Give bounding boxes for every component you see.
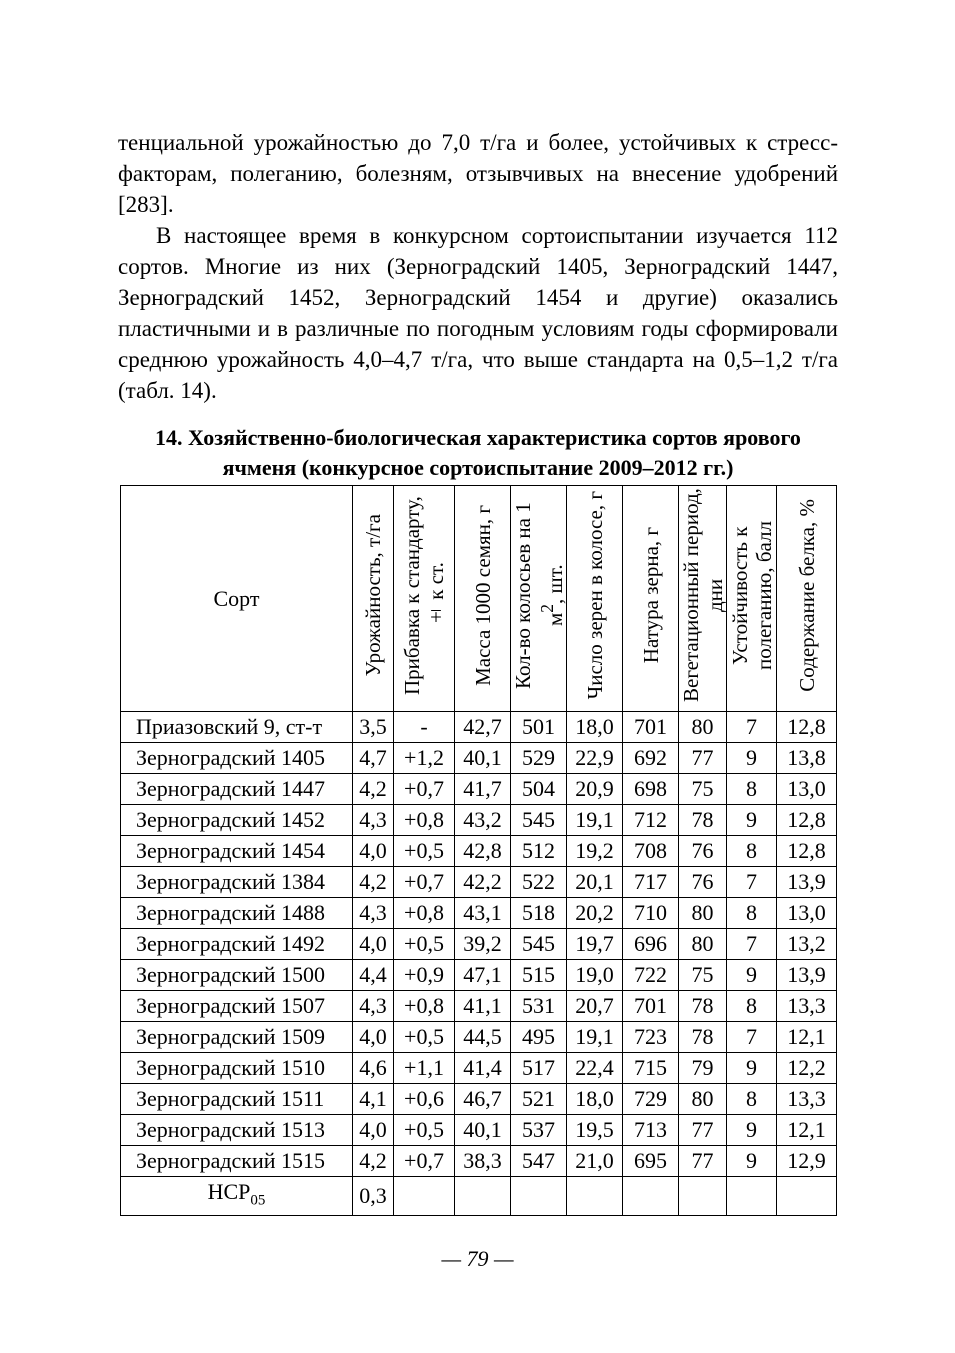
cell-grains: 18,0 [567,712,623,743]
cell-grains: 22,4 [567,1053,623,1084]
header-sort-label: Сорт [213,585,260,611]
header-veg-label: Вегетационный период, дни [679,488,727,703]
header-yield [353,486,394,712]
cell-mass: 44,5 [455,1022,511,1053]
cell-lodging: 8 [727,991,777,1022]
cell-ears: 529 [511,743,567,774]
ncr-empty [623,1177,679,1216]
cell-mass: 42,8 [455,836,511,867]
header-lodging [727,486,777,712]
cell-mass: 41,1 [455,991,511,1022]
cell-nature: 715 [623,1053,679,1084]
cell-ears: 531 [511,991,567,1022]
cell-yield: 4,0 [353,836,394,867]
cell-gain: +0,9 [394,960,455,991]
cell-grains: 19,7 [567,929,623,960]
cell-sort: Зерноградский 1510 [121,1053,353,1084]
cell-ears: 547 [511,1146,567,1177]
ncr-row [121,1177,837,1216]
cell-sort: Зерноградский 1500 [121,960,353,991]
table-row [121,1053,837,1084]
cell-gain: +0,8 [394,991,455,1022]
table-row [121,1084,837,1115]
cell-yield: 4,0 [353,1115,394,1146]
cell-veg: 80 [679,929,727,960]
cell-lodging: 9 [727,1053,777,1084]
cell-yield: 4,6 [353,1053,394,1084]
cell-sort: Зерноградский 1509 [121,1022,353,1053]
cell-lodging: 8 [727,774,777,805]
cell-grains: 19,1 [567,805,623,836]
header-veg [679,486,727,712]
cell-sort: Зерноградский 1454 [121,836,353,867]
cell-lodging: 9 [727,805,777,836]
cell-protein: 13,2 [777,929,837,960]
cell-gain: +0,6 [394,1084,455,1115]
ncr-empty [727,1177,777,1216]
cell-grains: 19,1 [567,1022,623,1053]
cell-yield: 4,2 [353,774,394,805]
cell-protein: 13,0 [777,898,837,929]
cell-protein: 12,8 [777,805,837,836]
cell-grains: 22,9 [567,743,623,774]
cell-protein: 12,8 [777,836,837,867]
body-paragraph-2-text: В настоящее время в конкурсном сортоиспытании изучается 112 сортов. Многие из них (Зерноградский 1405, Зерноградский 1447, Зерноградский 1452, Зерноградский 1454 и другие) оказались пластичными и в различные по погодным условиям годы сформировали среднюю урожайность 4,0–4,7 т/га, что выше стандарта на 0,5–1,2 т/га (табл. 14). [118,223,838,403]
cell-veg: 77 [679,1115,727,1146]
table-row [121,1022,837,1053]
cell-nature: 701 [623,712,679,743]
header-ears [511,486,567,712]
cell-veg: 78 [679,1022,727,1053]
cell-grains: 18,0 [567,1084,623,1115]
cell-mass: 46,7 [455,1084,511,1115]
table-row [121,1115,837,1146]
cell-mass: 38,3 [455,1146,511,1177]
cell-protein: 13,3 [777,991,837,1022]
cell-ears: 501 [511,712,567,743]
cell-mass: 41,4 [455,1053,511,1084]
ncr-empty [679,1177,727,1216]
cell-gain: +0,5 [394,1115,455,1146]
cell-yield: 4,3 [353,898,394,929]
header-yield-label: Урожайность, т/га [361,514,385,677]
cell-nature: 708 [623,836,679,867]
header-ears-sup: 2 [537,604,557,613]
cell-veg: 76 [679,836,727,867]
header-sort [121,486,353,712]
cell-veg: 75 [679,774,727,805]
ncr-value: 0,3 [353,1177,394,1216]
cell-protein: 13,9 [777,960,837,991]
cell-sort: Зерноградский 1511 [121,1084,353,1115]
header-nature-label: Натура зерна, г [638,527,663,664]
body-paragraph-1: тенциальной урожайностью до 7,0 т/га и более, устойчивых к стресс-факторам, полеганию, болезням, отзывчивых на внесение удобрений [283]. [118,130,838,217]
table-row [121,805,837,836]
ncr-label: НСР [207,1179,251,1204]
cell-mass: 42,7 [455,712,511,743]
ncr-empty [567,1177,623,1216]
header-mass-label: Масса 1000 семян, г [470,505,495,686]
cell-veg: 80 [679,712,727,743]
cell-lodging: 9 [727,960,777,991]
cell-ears: 518 [511,898,567,929]
cell-protein: 12,2 [777,1053,837,1084]
table-row [121,774,837,805]
cell-yield: 4,0 [353,1022,394,1053]
cell-veg: 80 [679,898,727,929]
variety-table [120,485,837,1216]
table-row [121,743,837,774]
cell-veg: 75 [679,960,727,991]
cell-sort: Зерноградский 1488 [121,898,353,929]
header-protein-label: Содержание белка, % [794,499,819,692]
cell-grains: 20,2 [567,898,623,929]
cell-lodging: 9 [727,1146,777,1177]
cell-veg: 78 [679,991,727,1022]
cell-grains: 20,7 [567,991,623,1022]
cell-lodging: 9 [727,1115,777,1146]
cell-veg: 79 [679,1053,727,1084]
cell-ears: 515 [511,960,567,991]
cell-gain: +0,8 [394,805,455,836]
cell-ears: 517 [511,1053,567,1084]
cell-gain: +0,5 [394,836,455,867]
cell-protein: 13,3 [777,1084,837,1115]
cell-nature: 695 [623,1146,679,1177]
table-row [121,836,837,867]
cell-protein: 12,9 [777,1146,837,1177]
table-row [121,898,837,929]
cell-nature: 713 [623,1115,679,1146]
cell-veg: 76 [679,867,727,898]
cell-nature: 722 [623,960,679,991]
cell-sort: Зерноградский 1513 [121,1115,353,1146]
cell-gain: +0,8 [394,898,455,929]
cell-lodging: 8 [727,898,777,929]
header-nature [623,486,679,712]
cell-mass: 40,1 [455,1115,511,1146]
cell-protein: 13,9 [777,867,837,898]
cell-gain: - [394,712,455,743]
table-footer [121,1177,837,1216]
cell-yield: 3,5 [353,712,394,743]
cell-nature: 717 [623,867,679,898]
cell-protein: 12,8 [777,712,837,743]
cell-mass: 40,1 [455,743,511,774]
cell-veg: 78 [679,805,727,836]
cell-veg: 80 [679,1084,727,1115]
cell-gain: +1,2 [394,743,455,774]
cell-gain: +1,1 [394,1053,455,1084]
cell-lodging: 7 [727,867,777,898]
cell-sort: Зерноградский 1507 [121,991,353,1022]
cell-sort: Зерноградский 1384 [121,867,353,898]
cell-nature: 692 [623,743,679,774]
header-row [121,486,837,712]
cell-veg: 77 [679,743,727,774]
header-grains-label: Число зерен в колосе, г [582,491,607,700]
cell-ears: 545 [511,929,567,960]
cell-yield: 4,2 [353,867,394,898]
header-lodging-label: Устойчивость к полеганию, балл [727,521,776,671]
cell-nature: 701 [623,991,679,1022]
cell-ears: 522 [511,867,567,898]
table-row [121,867,837,898]
cell-nature: 723 [623,1022,679,1053]
cell-ears: 504 [511,774,567,805]
cell-ears: 512 [511,836,567,867]
cell-ears: 495 [511,1022,567,1053]
cell-nature: 712 [623,805,679,836]
cell-veg: 77 [679,1146,727,1177]
cell-ears: 545 [511,805,567,836]
cell-gain: +0,5 [394,1022,455,1053]
cell-lodging: 9 [727,743,777,774]
table-caption-line-1: 14. Хозяйственно-биологическая характеристика сортов ярового [155,425,801,450]
cell-lodging: 8 [727,836,777,867]
cell-yield: 4,3 [353,991,394,1022]
cell-lodging: 7 [727,712,777,743]
ncr-label-cell [121,1177,353,1216]
cell-yield: 4,3 [353,805,394,836]
cell-nature: 710 [623,898,679,929]
cell-gain: +0,7 [394,1146,455,1177]
cell-lodging: 8 [727,1084,777,1115]
cell-mass: 47,1 [455,960,511,991]
cell-sort: Зерноградский 1452 [121,805,353,836]
ncr-empty [394,1177,455,1216]
page-number: — 79 — [441,1246,514,1271]
cell-mass: 42,2 [455,867,511,898]
cell-ears: 537 [511,1115,567,1146]
cell-yield: 4,2 [353,1146,394,1177]
cell-sort: Зерноградский 1405 [121,743,353,774]
cell-nature: 696 [623,929,679,960]
cell-nature: 729 [623,1084,679,1115]
table-row [121,960,837,991]
cell-yield: 4,1 [353,1084,394,1115]
cell-lodging: 7 [727,1022,777,1053]
table-header [121,486,837,712]
table-row [121,1146,837,1177]
cell-protein: 12,1 [777,1022,837,1053]
cell-nature: 698 [623,774,679,805]
cell-protein: 12,1 [777,1115,837,1146]
cell-grains: 19,2 [567,836,623,867]
table-row [121,991,837,1022]
cell-mass: 43,2 [455,805,511,836]
ncr-empty [455,1177,511,1216]
cell-mass: 39,2 [455,929,511,960]
cell-grains: 21,0 [567,1146,623,1177]
header-grains [567,486,623,712]
body-paragraph-2 [118,220,838,406]
table-caption-line-2: ячменя (конкурсное сортоиспытание 2009–2012 гг.) [222,455,734,480]
cell-sort: Зерноградский 1447 [121,774,353,805]
table-caption [118,423,838,483]
cell-protein: 13,0 [777,774,837,805]
cell-mass: 41,7 [455,774,511,805]
header-mass [455,486,511,712]
cell-yield: 4,4 [353,960,394,991]
cell-yield: 4,0 [353,929,394,960]
table-body [121,712,837,1177]
header-ears-text-a: Кол-во колосьев на 1 м [511,502,567,689]
header-ears-text-b: , шт. [543,564,567,605]
cell-ears: 521 [511,1084,567,1115]
ncr-empty [777,1177,837,1216]
table-row [121,929,837,960]
header-gain [394,486,455,712]
ncr-sub: 05 [250,1192,266,1209]
header-ears-label [511,488,567,703]
cell-gain: +0,5 [394,929,455,960]
cell-grains: 20,9 [567,774,623,805]
cell-sort: Зерноградский 1492 [121,929,353,960]
cell-sort: Приазовский 9, ст-т [121,712,353,743]
cell-yield: 4,7 [353,743,394,774]
cell-mass: 43,1 [455,898,511,929]
cell-sort: Зерноградский 1515 [121,1146,353,1177]
cell-gain: +0,7 [394,867,455,898]
header-protein [777,486,837,712]
cell-gain: +0,7 [394,774,455,805]
cell-protein: 13,8 [777,743,837,774]
ncr-empty [511,1177,567,1216]
table-row [121,712,837,743]
cell-grains: 19,0 [567,960,623,991]
cell-lodging: 7 [727,929,777,960]
cell-grains: 19,5 [567,1115,623,1146]
cell-grains: 20,1 [567,867,623,898]
header-gain-label: Прибавка к стандарту, ± к ст. [400,496,448,695]
